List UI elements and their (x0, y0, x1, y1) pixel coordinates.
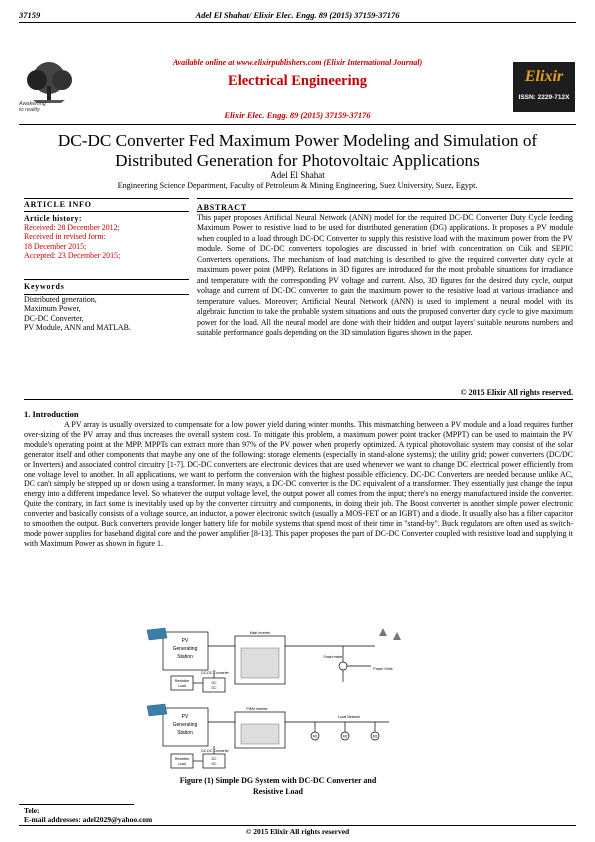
article-history-heading: Article history: (24, 214, 82, 223)
keyword-item: Distributed generation, (24, 295, 97, 305)
keywords-heading: Keywords (24, 282, 65, 291)
intro-text: A PV array is usually oversized to compensate for a low power yield during winter months. This mismatching between a PV module and a load requires further over-sizing of the PV array and thus increases the overall system cost. To mitigate this problem, a maximum power point tracker (MPPT) can be used to maintain the PV module's operating point at the MPP. MPPTs can extract more than 97% of the PV power when properly optimized. A typical photovoltaic system may consist of the solar generator itself and other components that maybe any one of the following: storage elements (especially in stand-alone systems); the utility grid; power converters (DC/DC or Inverters) and associated control circuitry [1-7]. DC-DC converters are electronic devices that are used whenever we want to change DC electrical power efficiently from one voltage level to another. In all applications, we want to perform the conversion with the highest possible efficiency. DC-DC Converters are needed because unlike AC, DC can't simply be stepped up or down using a transformer. In many ways, a DC-DC converter is the DC equivalent of a transformer. They essentially just change the input energy into a different impedance level. So whatever the output voltage level, the output power all comes from the input; there's no energy manufactured inside the converter. Quite the contrary, in fact some is inevitably used up by the converter circuitry and components, in doing their job. The Boost converter is another simple power electronic converter and basically consists of a voltage source, an inductor, a power electronic switch (usually a MOS-FET or an IGBT) and a diode. It usually also has a filter capacitor to smoothen the output. Buck converters provide longer battery life for mobile systems that spend most of their time in "stand-by". Buck regulators are often used as switch-mode power supplies for baseband digital core and the power amplifier [8-13]. This paper proposes the part of DC-DC Converter coupled with resistive load and supplying it with Maximum Power as shown in figure 1. (24, 420, 573, 548)
logo-caption-2: to reality (19, 107, 40, 113)
page-number: 37159 (19, 10, 41, 20)
figure-caption-line-1: Figure (1) Simple DG System with DC-DC Converter and (179, 776, 377, 785)
footer-rule (19, 825, 576, 826)
diagram-label: M3 (372, 734, 378, 739)
paper-title-line-2: Distributed Generation for Photovoltaic Applications (115, 151, 480, 170)
affiliation: Engineering Science Department, Faculty of Petroleum & Mining Engineering, Suez University, Suez, Egypt. (117, 181, 478, 190)
solar-panel-icon (147, 628, 167, 640)
diagram-label: DC (211, 757, 217, 761)
keyword-item: PV Module, ANN and MATLAB. (24, 322, 131, 332)
diagram-label: Smart meter (323, 655, 343, 659)
diagram-label: DC (211, 686, 217, 690)
issn-label: ISSN: 2229-712X (518, 94, 570, 101)
abstract-rule-bottom (24, 399, 573, 400)
article-info-rule-top (24, 198, 189, 199)
diagram-label: Generating (172, 722, 198, 728)
diagram-label: PWM inverter (246, 707, 268, 711)
article-info-rule (24, 211, 189, 212)
figure-caption-line-2: Resistive Load (253, 787, 303, 796)
diagram-label: Local Network (337, 715, 361, 719)
abstract-heading: ABSTRACT (197, 203, 247, 212)
abstract-rule (197, 211, 573, 212)
diagram-label: Load (178, 762, 186, 766)
diagram-label: DC (211, 762, 217, 766)
diagram-label: Main Inverter (249, 631, 271, 635)
received-date: Received: 28 December 2012; (24, 223, 120, 233)
available-online-line: Available online at www.elixirpublishers.com (Elixir International Journal) (172, 58, 423, 67)
diagram-label: PV (181, 714, 189, 720)
intro-heading: 1. Introduction (24, 409, 79, 419)
revised-label: Received in revised form: (24, 232, 106, 242)
diagram-label: Power Grids (373, 667, 393, 671)
diagram-label: DC-DC Converter (201, 749, 229, 753)
footer-tele: Tele: (24, 806, 40, 815)
journal-logo-right (513, 62, 575, 112)
diagram-label: Resistive (174, 679, 190, 683)
diagram-label: Resistive (174, 757, 190, 761)
solar-panel-icon (147, 704, 167, 716)
revised-date: 18 December 2015; (24, 241, 87, 251)
keyword-item: DC-DC Converter, (24, 313, 84, 323)
header-rule-2 (19, 124, 576, 125)
keywords-sub-rule (24, 294, 189, 295)
elixir-logo-title: Elixir (524, 68, 564, 85)
running-title: Adel El Shahat/ Elixir Elec. Engg. 89 (2015) 37159-37176 (195, 10, 400, 20)
footer-copyright: © 2015 Elixir All rights reserved (245, 827, 350, 836)
article-info-heading: ARTICLE INFO (24, 200, 92, 209)
diagram-label: M2 (342, 734, 348, 739)
abstract-rule-top (197, 198, 573, 199)
journal-citation: Elixir Elec. Engg. 89 (2015) 37159-37176 (224, 110, 371, 120)
journal-name: Electrical Engineering (228, 73, 367, 89)
diagram-label: Station (177, 654, 193, 660)
logo-caption-1: Awakening (19, 101, 46, 107)
diagram-label: DC-DC Converter (201, 671, 229, 675)
diagram-label: Generating (172, 646, 198, 652)
abstract-text: This paper proposes Artificial Neural Network (ANN) model for the required DC-DC Converter Duty Cycle feeding Maximum Power to resistive load to be used for distributed generation (DG) applications. It proposes a PV module when coupled to a load through DC-DC Converter to supply this resistive load with the maximum power from the PV module. Some of DC-DC converters topologies are discussed in brief with concentration on Cúk and SEPIC Converters operations. The mechanism of load matching is described to give the required converter duty cycle at maximum power point (MPP). Relations in 3D figures are introduced for the most probable situations for irradiance and temperature with the corresponding PV voltage and current. Also, 3D figures for the desired duty cycle, output voltage and current of DC-DC converter to gain the maximum power to the resistive load at various irradiance and temperature values. Moreover; Artificial Neural Network (ANN) is used to implement a neural model with its algebraic function to take the probable system situations and outs the proposed converter duty cycle to give maximum power for the load. All the neural model are done with their hidden and output layers' suitable neurons numbers and suitable performance goals depending on the 3D simulation figures shown in the paper. (197, 213, 573, 337)
paper-title-line-1: DC-DC Converter Fed Maximum Power Modeling and Simulation of (57, 131, 538, 150)
abstract-copyright: © 2015 Elixir All rights reserved. (460, 388, 573, 397)
diagram-label: DC (211, 681, 217, 685)
diagram-label: Station (177, 730, 193, 736)
footer-rule-short (19, 804, 134, 805)
diagram-label: M1 (312, 734, 318, 739)
keywords-rule (24, 279, 189, 280)
figure-1-diagram (143, 626, 413, 772)
author-name: Adel El Shahat (270, 170, 325, 180)
keyword-item: Maximum Power, (24, 304, 81, 314)
diagram-label: PV (181, 638, 189, 644)
accepted-date: Accepted: 23 December 2015; (24, 250, 121, 260)
header-rule (19, 22, 576, 23)
diagram-label: Load (178, 684, 186, 688)
footer-email: E-mail addresses: adel2029@yahoo.com (24, 815, 153, 824)
